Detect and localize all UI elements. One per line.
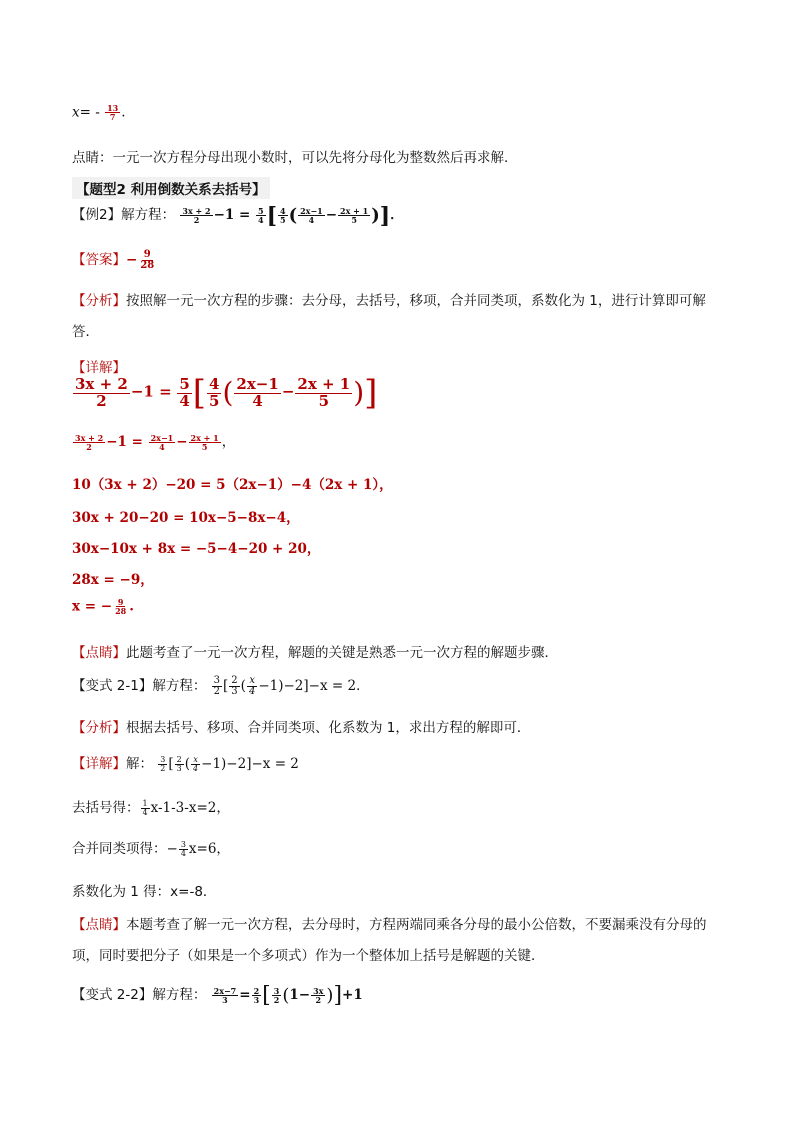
variant-2-1-equation: $\frac{3}{2}$ [ $\frac{2}{3}$ ( $\frac{x}{4}$ −1)−2]−x = 2． (213, 674, 370, 697)
top-solution-line: x= - $\frac{13}{7}$ . (72, 103, 126, 123)
answer (72, 248, 157, 272)
example-2-equation: $\frac{3x + 2}{2}$ −1 = $\frac{5}{4}$ [ $\frac{4}{5}$ ( $\frac{2x-1}{4}$ − $\frac{2x + 1}{5}$ )]． (182, 202, 404, 229)
detail-label: 【详解】 (72, 360, 126, 376)
step-4: 30x + 20−20 = 10x−5−8x−4， (72, 510, 300, 526)
step-6: 28x = −9， (72, 572, 154, 588)
analysis-2-1: 【分析】根据去括号、移项、合并同类项、化系数为 1，求出方程的解即可． (72, 720, 531, 736)
analysis-label: 【分析】 (72, 293, 126, 309)
variant-2-2-equation: $\frac{2x-7}{3}$ = $\frac{2}{3}$ [ $\frac{3}{2}$ (1− $\frac{3x}{2}$ )]+1 (213, 982, 363, 1008)
variant-2-2 (72, 983, 363, 1007)
step-5: 30x−10x + 8x = −5−4−20 + 20， (72, 541, 321, 557)
section-heading: 【题型2 利用倒数关系去括号】 (72, 177, 270, 199)
dianjing-2: 【点睛】此题考查了一元一次方程，解题的关键是熟悉一元一次方程的解题步骤． (72, 645, 558, 661)
variant-2-1-label: 【变式 2-1】解方程： (72, 678, 207, 694)
step-2-equation: $\frac{3x + 2}{2}$ −1 = $\frac{2x-1}{4}$ − $\frac{2x + 1}{5}$ ， (75, 432, 236, 452)
step-7: x = − $\frac{9}{28}$ . (72, 597, 134, 617)
step-1-equation: $\frac{3x + 2}{2}$ −1 = $\frac{5}{4}$ [ $\frac{4}{5}$ ( $\frac{2x-1}{4}$ − $\frac{2x + 1}{5}$ )] (75, 373, 378, 413)
answer-label: 【答案】 (72, 252, 126, 268)
dianjing-note-1: 点睛：一元一次方程分母出现小数时，可以先将分母化为整数然后再求解． (72, 150, 518, 166)
step-2-1-combine: 合并同类项得：− $\frac{3}{4}$ x=6， (72, 839, 230, 858)
top-x-eq: x= - (72, 104, 100, 121)
answer-value: − $\frac{9}{28}$ (126, 248, 155, 271)
step-3: 10（3x + 2）−20 = 5（2x−1）−4（2x + 1）， (72, 477, 393, 493)
analysis-text: 按照解一元一次方程的步骤：去分母，去括号，移项，合并同类项，系数化为 1，进行计算即可解答． (72, 293, 706, 340)
dianjing-3: 【点睛】本题考查了解一元一次方程，去分母时，方程两端同乘各分母的最小公倍数，不要漏乘没有分母的项，同时要把分子（如果是一个多项式）作为一个整体加上括号是解题的关键． (72, 917, 707, 964)
example-2-label: 【例2】解方程： (72, 207, 176, 223)
top-fraction: $\frac{13}{7}$ (107, 103, 119, 123)
step-2-1-coefficient: 系数化为 1 得：x=-8． (72, 884, 217, 900)
variant-2-2-label: 【变式 2-2】解方程： (72, 987, 207, 1003)
detail-2-1: 【详解】解： $\frac{3}{2}$ [ $\frac{2}{3}$ ( $\frac{x}{4}$ −1)−2]−x = 2 (72, 754, 299, 773)
variant-2-1 (72, 674, 370, 698)
analysis (72, 286, 722, 348)
example-2 (72, 203, 404, 227)
step-2-1-expand: 去括号得： $\frac{1}{4}$ x-1-3-x=2， (72, 798, 230, 817)
